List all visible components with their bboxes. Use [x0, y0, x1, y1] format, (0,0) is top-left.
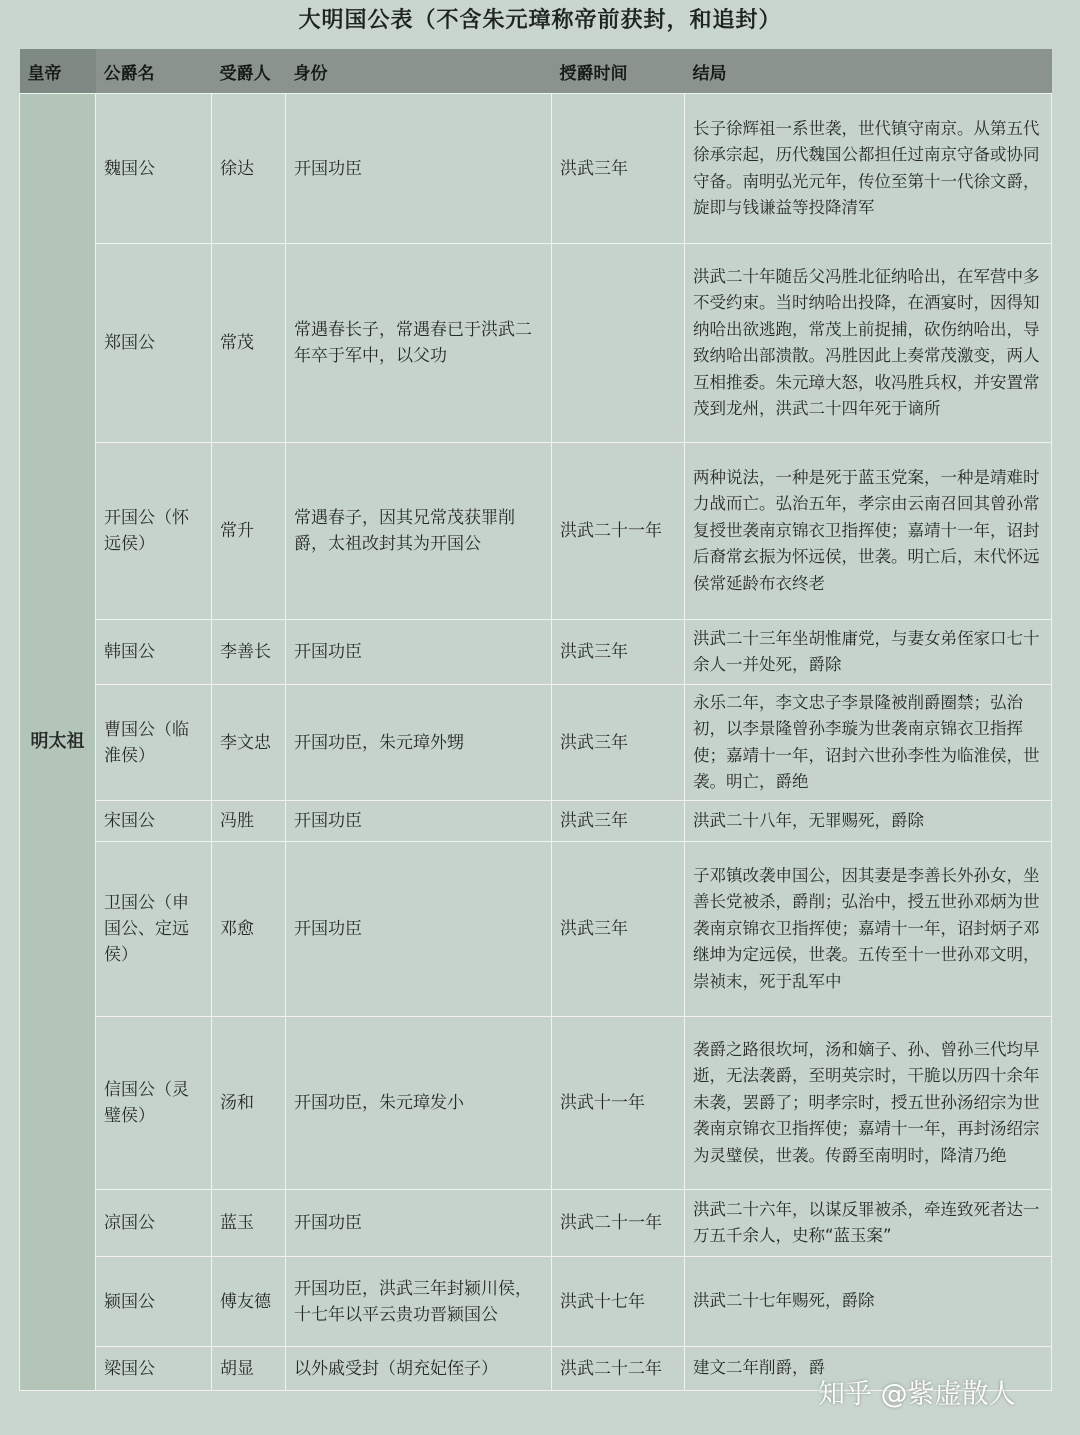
- cell-time: 洪武十七年: [552, 1257, 685, 1347]
- cell-identity: 常遇春长子，常遇春已于洪武二年卒于军中，以父功: [286, 244, 552, 443]
- cell-person: 汤和: [212, 1017, 286, 1190]
- cell-result: 长子徐辉祖一系世袭，世代镇守南京。从第五代徐承宗起，历代魏国公都担任过南京守备或协同守备。南明弘光元年，传位至第十一代徐文爵，旋即与钱谦益等投降清军: [685, 94, 1052, 244]
- watermark: 知乎 @紫虚散人: [818, 1379, 1016, 1410]
- cell-time: 洪武三年: [552, 842, 685, 1017]
- cell-title: 郑国公: [96, 244, 212, 443]
- table-row: [20, 801, 1052, 842]
- header-row: [20, 49, 1052, 94]
- page-title: 大明国公表（不含朱元璋称帝前获封，和追封）: [298, 8, 782, 33]
- cell-title: 凉国公: [96, 1190, 212, 1257]
- cell-result: 永乐二年，李文忠子李景隆被削爵圈禁；弘治初，以李景隆曾孙李璇为世袭南京锦衣卫指挥使；嘉靖十一年，诏封六世孙李性为临淮侯，世袭。明亡，爵绝: [685, 685, 1052, 801]
- cell-time: 洪武三年: [552, 94, 685, 244]
- cell-time: 洪武三年: [552, 620, 685, 685]
- header-emperor: 皇帝: [20, 49, 96, 94]
- header-result: 结局: [685, 49, 1052, 94]
- cell-time: 洪武二十一年: [552, 1190, 685, 1257]
- cell-time: [552, 244, 685, 443]
- cell-result: 子邓镇改袭申国公，因其妻是李善长外孙女，坐善长党被杀，爵削；弘治中，授五世孙邓炳为世袭南京锦衣卫指挥使；嘉靖十一年，诏封炳子邓继坤为定远侯，世袭。五传至十一世孙邓文明，崇祯末，死于乱军中: [685, 842, 1052, 1017]
- header-identity: 身份: [286, 49, 552, 94]
- cell-result: 洪武二十八年，无罪赐死，爵除: [685, 801, 1052, 842]
- cell-identity: 开国功臣: [286, 620, 552, 685]
- cell-title: 宋国公: [96, 801, 212, 842]
- cell-person: 蓝玉: [212, 1190, 286, 1257]
- cell-title: 开国公（怀远侯）: [96, 443, 212, 620]
- cell-time: 洪武二十二年: [552, 1347, 685, 1391]
- cell-identity: 开国功臣: [286, 842, 552, 1017]
- cell-person: 常升: [212, 443, 286, 620]
- cell-person: 冯胜: [212, 801, 286, 842]
- header-time: 授爵时间: [552, 49, 685, 94]
- cell-identity: 以外戚受封（胡充妃侄子）: [286, 1347, 552, 1391]
- cell-title: 梁国公: [96, 1347, 212, 1391]
- table-row: [20, 1017, 1052, 1190]
- cell-person: 李文忠: [212, 685, 286, 801]
- cell-person: 傅友德: [212, 1257, 286, 1347]
- cell-time: 洪武三年: [552, 801, 685, 842]
- header-title: 公爵名: [96, 49, 212, 94]
- cell-result: 袭爵之路很坎坷，汤和嫡子、孙、曾孙三代均早逝，无法袭爵，至明英宗时，干脆以历四十余年未袭，罢爵了；明孝宗时，授五世孙汤绍宗为世袭南京锦衣卫指挥使；嘉靖十一年，再封汤绍宗为灵璧侯，世袭。传爵至南明时，降清乃绝: [685, 1017, 1052, 1190]
- table-row: [20, 842, 1052, 1017]
- dukes-table: [19, 49, 1052, 1391]
- cell-result: 洪武二十七年赐死，爵除: [685, 1257, 1052, 1347]
- cell-time: 洪武二十一年: [552, 443, 685, 620]
- table-row: [20, 620, 1052, 685]
- cell-identity: 开国功臣: [286, 94, 552, 244]
- table-row: [20, 1190, 1052, 1257]
- cell-result: 洪武二十三年坐胡惟庸党，与妻女弟侄家口七十余人一并处死，爵除: [685, 620, 1052, 685]
- cell-result: 洪武二十年随岳父冯胜北征纳哈出，在军营中多不受约束。当时纳哈出投降，在酒宴时，因得知纳哈出欲逃跑，常茂上前捉捕，砍伤纳哈出，导致纳哈出部溃散。冯胜因此上奏常茂激变，两人互相推委。朱元璋大怒，收冯胜兵权，并安置常茂到龙州，洪武二十四年死于谪所: [685, 244, 1052, 443]
- cell-person: 胡显: [212, 1347, 286, 1391]
- cell-title: 颍国公: [96, 1257, 212, 1347]
- table-row: [20, 443, 1052, 620]
- cell-identity: 常遇春子，因其兄常茂获罪削爵，太祖改封其为开国公: [286, 443, 552, 620]
- cell-result: 建文二年削爵，爵: [685, 1347, 1052, 1391]
- table-row: [20, 685, 1052, 801]
- cell-title: 信国公（灵璧侯）: [96, 1017, 212, 1190]
- cell-person: 常茂: [212, 244, 286, 443]
- cell-result: 两种说法，一种是死于蓝玉党案，一种是靖难时力战而亡。弘治五年，孝宗由云南召回其曾孙常复授世袭南京锦衣卫指挥使；嘉靖十一年，诏封后裔常玄振为怀远侯，世袭。明亡后，末代怀远侯常延龄布衣终老: [685, 443, 1052, 620]
- cell-title: 韩国公: [96, 620, 212, 685]
- table-row: [20, 244, 1052, 443]
- cell-identity: 开国功臣，洪武三年封颍川侯，十七年以平云贵功晋颍国公: [286, 1257, 552, 1347]
- cell-time: 洪武十一年: [552, 1017, 685, 1190]
- header-person: 受爵人: [212, 49, 286, 94]
- cell-title: 魏国公: [96, 94, 212, 244]
- cell-title: 卫国公（申国公、定远侯）: [96, 842, 212, 1017]
- emperor-cell: 明太祖: [20, 94, 96, 1391]
- table-row: [20, 94, 1052, 244]
- cell-identity: 开国功臣，朱元璋发小: [286, 1017, 552, 1190]
- cell-identity: 开国功臣，朱元璋外甥: [286, 685, 552, 801]
- cell-identity: 开国功臣: [286, 1190, 552, 1257]
- table-row: [20, 1257, 1052, 1347]
- cell-identity: 开国功臣: [286, 801, 552, 842]
- cell-person: 邓愈: [212, 842, 286, 1017]
- cell-person: 徐达: [212, 94, 286, 244]
- cell-title: 曹国公（临淮侯）: [96, 685, 212, 801]
- cell-person: 李善长: [212, 620, 286, 685]
- cell-result: 洪武二十六年，以谋反罪被杀，牵连致死者达一万五千余人，史称“蓝玉案”: [685, 1190, 1052, 1257]
- cell-time: 洪武三年: [552, 685, 685, 801]
